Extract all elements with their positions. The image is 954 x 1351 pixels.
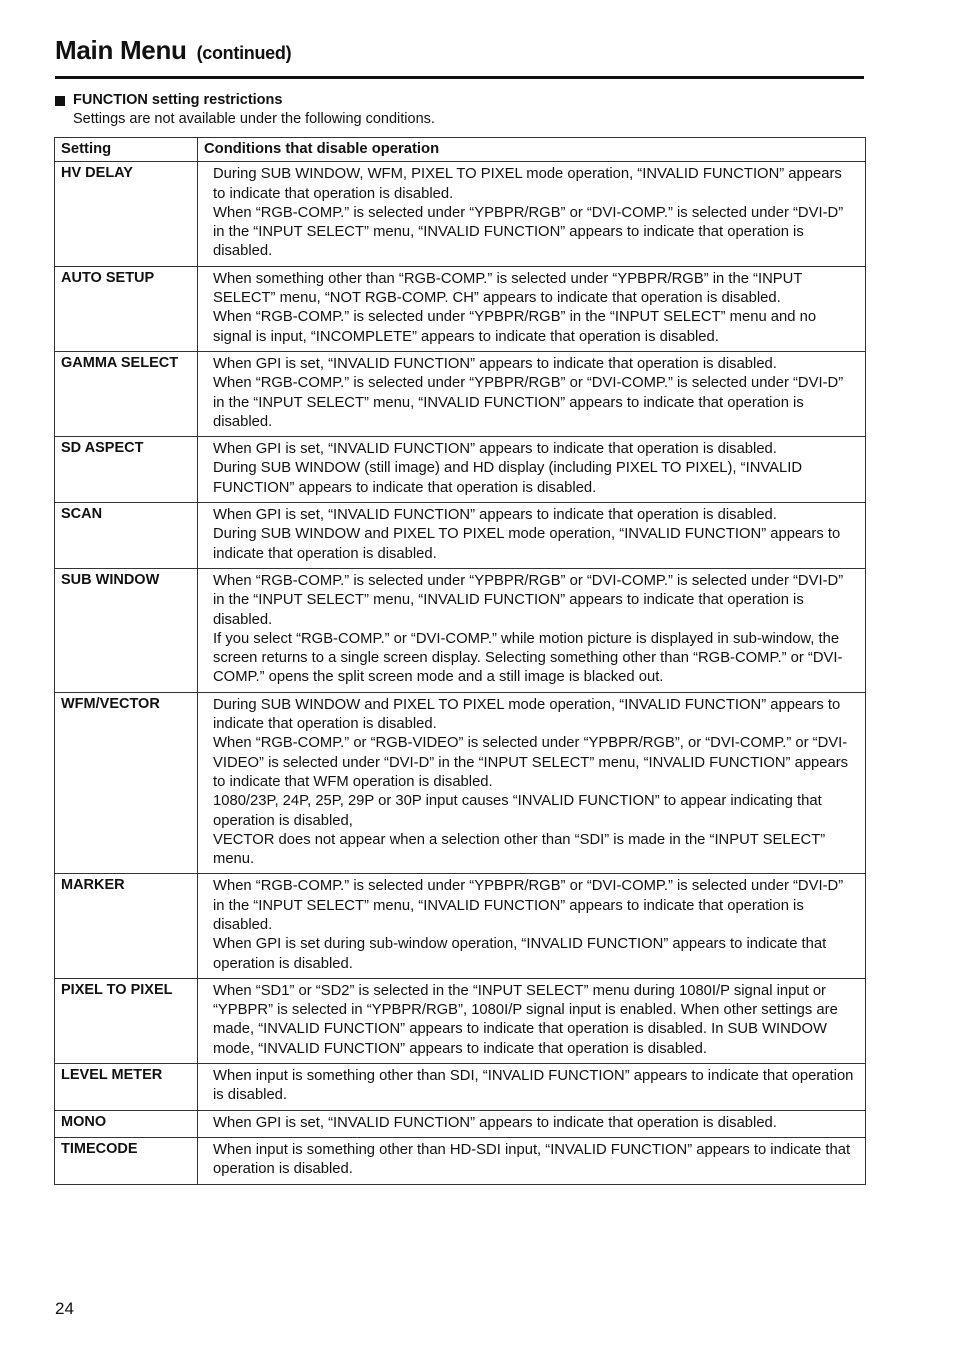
conditions-cell xyxy=(198,692,866,874)
condition-text: When GPI is set, “INVALID FUNCTION” appears to indicate that operation is disabled. xyxy=(213,1114,777,1131)
condition-text: VECTOR does not appear when a selection other than “SDI” is made in the “INPUT SELECT” menu. xyxy=(213,831,826,868)
page-title xyxy=(55,32,864,71)
table-row xyxy=(55,437,866,503)
condition-text: During SUB WINDOW and PIXEL TO PIXEL mode operation, “INVALID FUNCTION” appears to indicate that operation is disabled. xyxy=(213,526,841,562)
condition-text: When “RGB-COMP.” or “RGB-VIDEO” is selected under “YPBPR/RGB”, or “DVI-COMP.” or “DVI-VIDEO” is selected under “DVI-D” in the “INPUT SELECT” menu, “INVALID FUNCTION” appears to indicate that WFM operation is disabled. xyxy=(213,735,849,790)
condition-text: When GPI is set, “INVALID FUNCTION” appears to indicate that operation is disabled. xyxy=(213,355,777,372)
table-row xyxy=(55,978,866,1063)
conditions-cell xyxy=(198,1064,866,1111)
page-header xyxy=(55,32,864,71)
column-header-conditions: Conditions that disable operation xyxy=(198,138,866,162)
conditions-cell xyxy=(198,1110,866,1137)
table-row xyxy=(55,1137,866,1184)
condition-text: When GPI is set, “INVALID FUNCTION” appears to indicate that operation is disabled. xyxy=(213,441,777,458)
setting-cell: TIMECODE xyxy=(55,1137,198,1184)
conditions-cell xyxy=(198,437,866,503)
conditions-cell xyxy=(198,162,866,266)
setting-cell: HV DELAY xyxy=(55,162,198,266)
setting-cell: SCAN xyxy=(55,503,198,569)
condition-text: When input is something other than SDI, “INVALID FUNCTION” appears to indicate that operation is disabled. xyxy=(213,1068,854,1104)
condition-text: When “RGB-COMP.” is selected under “YPBPR/RGB” in the “INPUT SELECT” menu and no signal is input, “INCOMPLETE” appears to indicate that operation is disabled. xyxy=(213,309,817,345)
table-row xyxy=(55,1110,866,1137)
table-row xyxy=(55,162,866,266)
conditions-cell xyxy=(198,978,866,1063)
condition-text: During SUB WINDOW, WFM, PIXEL TO PIXEL mode operation, “INVALID FUNCTION” appears to indicate that operation is disabled. xyxy=(213,166,842,202)
table-body xyxy=(55,162,866,1184)
page-number: 24 xyxy=(55,1299,74,1318)
setting-cell: AUTO SETUP xyxy=(55,266,198,351)
condition-text: During SUB WINDOW (still image) and HD display (including PIXEL TO PIXEL), “INVALID FUNCTION” appears to indicate that operation is disabled. xyxy=(213,460,803,496)
page-title-main: Main Menu xyxy=(55,35,187,65)
section-heading-text: FUNCTION setting restrictions xyxy=(73,92,283,108)
conditions-cell xyxy=(198,874,866,978)
conditions-cell xyxy=(198,351,866,436)
setting-cell: SUB WINDOW xyxy=(55,568,198,692)
condition-text: When “RGB-COMP.” is selected under “YPBPR/RGB” or “DVI-COMP.” is selected under “DVI-D” in the “INPUT SELECT” menu, “INVALID FUNCTION” appears to indicate that operation is disabled. xyxy=(213,204,844,260)
condition-text: When “RGB-COMP.” is selected under “YPBPR/RGB” or “DVI-COMP.” is selected under “DVI-D” in the “INPUT SELECT” menu, “INVALID FUNCTION” appears to indicate that operation is disabled. xyxy=(213,878,844,933)
condition-text: When “SD1” or “SD2” is selected in the “INPUT SELECT” menu during 1080I/P signal input or “YPBPR” is selected in “YPBPR/RGB”, 1080I/P signal input is enabled. When other settings are made, “INVALID FUNCTION” appears to indicate that operation is disabled. In SUB WINDOW mode, “INVALID FUNCTION” appears to indicate that operation is disabled. xyxy=(213,982,838,1057)
section-function-restrictions xyxy=(55,91,864,129)
table-row xyxy=(55,692,866,874)
setting-cell: GAMMA SELECT xyxy=(55,351,198,436)
setting-cell: WFM/VECTOR xyxy=(55,692,198,874)
table-row xyxy=(55,503,866,569)
section-heading xyxy=(55,91,864,110)
conditions-cell xyxy=(198,568,866,692)
setting-cell: MONO xyxy=(55,1110,198,1137)
setting-cell: SD ASPECT xyxy=(55,437,198,503)
setting-cell: PIXEL TO PIXEL xyxy=(55,978,198,1063)
column-header-setting: Setting xyxy=(55,138,198,162)
condition-text: When GPI is set during sub-window operation, “INVALID FUNCTION” appears to indicate that operation is disabled. xyxy=(213,936,827,972)
conditions-cell xyxy=(198,503,866,569)
condition-text: When GPI is set, “INVALID FUNCTION” appears to indicate that operation is disabled. xyxy=(213,507,777,524)
table-row xyxy=(55,351,866,436)
condition-text: If you select “RGB-COMP.” or “DVI-COMP.” while motion picture is displayed in sub-window, the screen returns to a single screen display. Selecting something other than “RGB-COMP.” or “DVI-COMP.” opens the split screen mode and a still image is blacked out. xyxy=(213,630,843,686)
header-rule xyxy=(55,76,864,79)
condition-text: During SUB WINDOW and PIXEL TO PIXEL mode operation, “INVALID FUNCTION” appears to indicate that operation is disabled. xyxy=(213,696,841,733)
condition-text: When input is something other than HD-SDI input, “INVALID FUNCTION” appears to indicate that operation is disabled. xyxy=(213,1141,851,1178)
conditions-cell xyxy=(198,266,866,351)
table-row xyxy=(55,266,866,351)
table-header-row xyxy=(55,138,866,162)
condition-text: When something other than “RGB-COMP.” is selected under “YPBPR/RGB” in the “INPUT SELECT” menu, “NOT RGB-COMP. CH” appears to indicate that operation is disabled. xyxy=(213,270,803,307)
setting-cell: LEVEL METER xyxy=(55,1064,198,1111)
condition-text: When “RGB-COMP.” is selected under “YPBPR/RGB” or “DVI-COMP.” is selected under “DVI-D” in the “INPUT SELECT” menu, “INVALID FUNCTION” appears to indicate that operation is disabled. xyxy=(213,572,844,628)
table-row xyxy=(55,1064,866,1111)
setting-cell: MARKER xyxy=(55,874,198,978)
square-bullet-icon xyxy=(55,96,65,106)
conditions-cell xyxy=(198,1137,866,1184)
table-row xyxy=(55,568,866,692)
table-row xyxy=(55,874,866,978)
page-title-subtitle: (continued) xyxy=(196,43,292,63)
condition-text: 1080/23P, 24P, 25P, 29P or 30P input causes “INVALID FUNCTION” to appear indicating that operation is disabled, xyxy=(213,793,822,829)
condition-text: When “RGB-COMP.” is selected under “YPBPR/RGB” or “DVI-COMP.” is selected under “DVI-D” in the “INPUT SELECT” menu, “INVALID FUNCTION” appears to indicate that operation is disabled. xyxy=(213,375,844,430)
restrictions-table xyxy=(54,137,866,1185)
section-intro: Settings are not available under the following conditions. xyxy=(73,111,435,127)
